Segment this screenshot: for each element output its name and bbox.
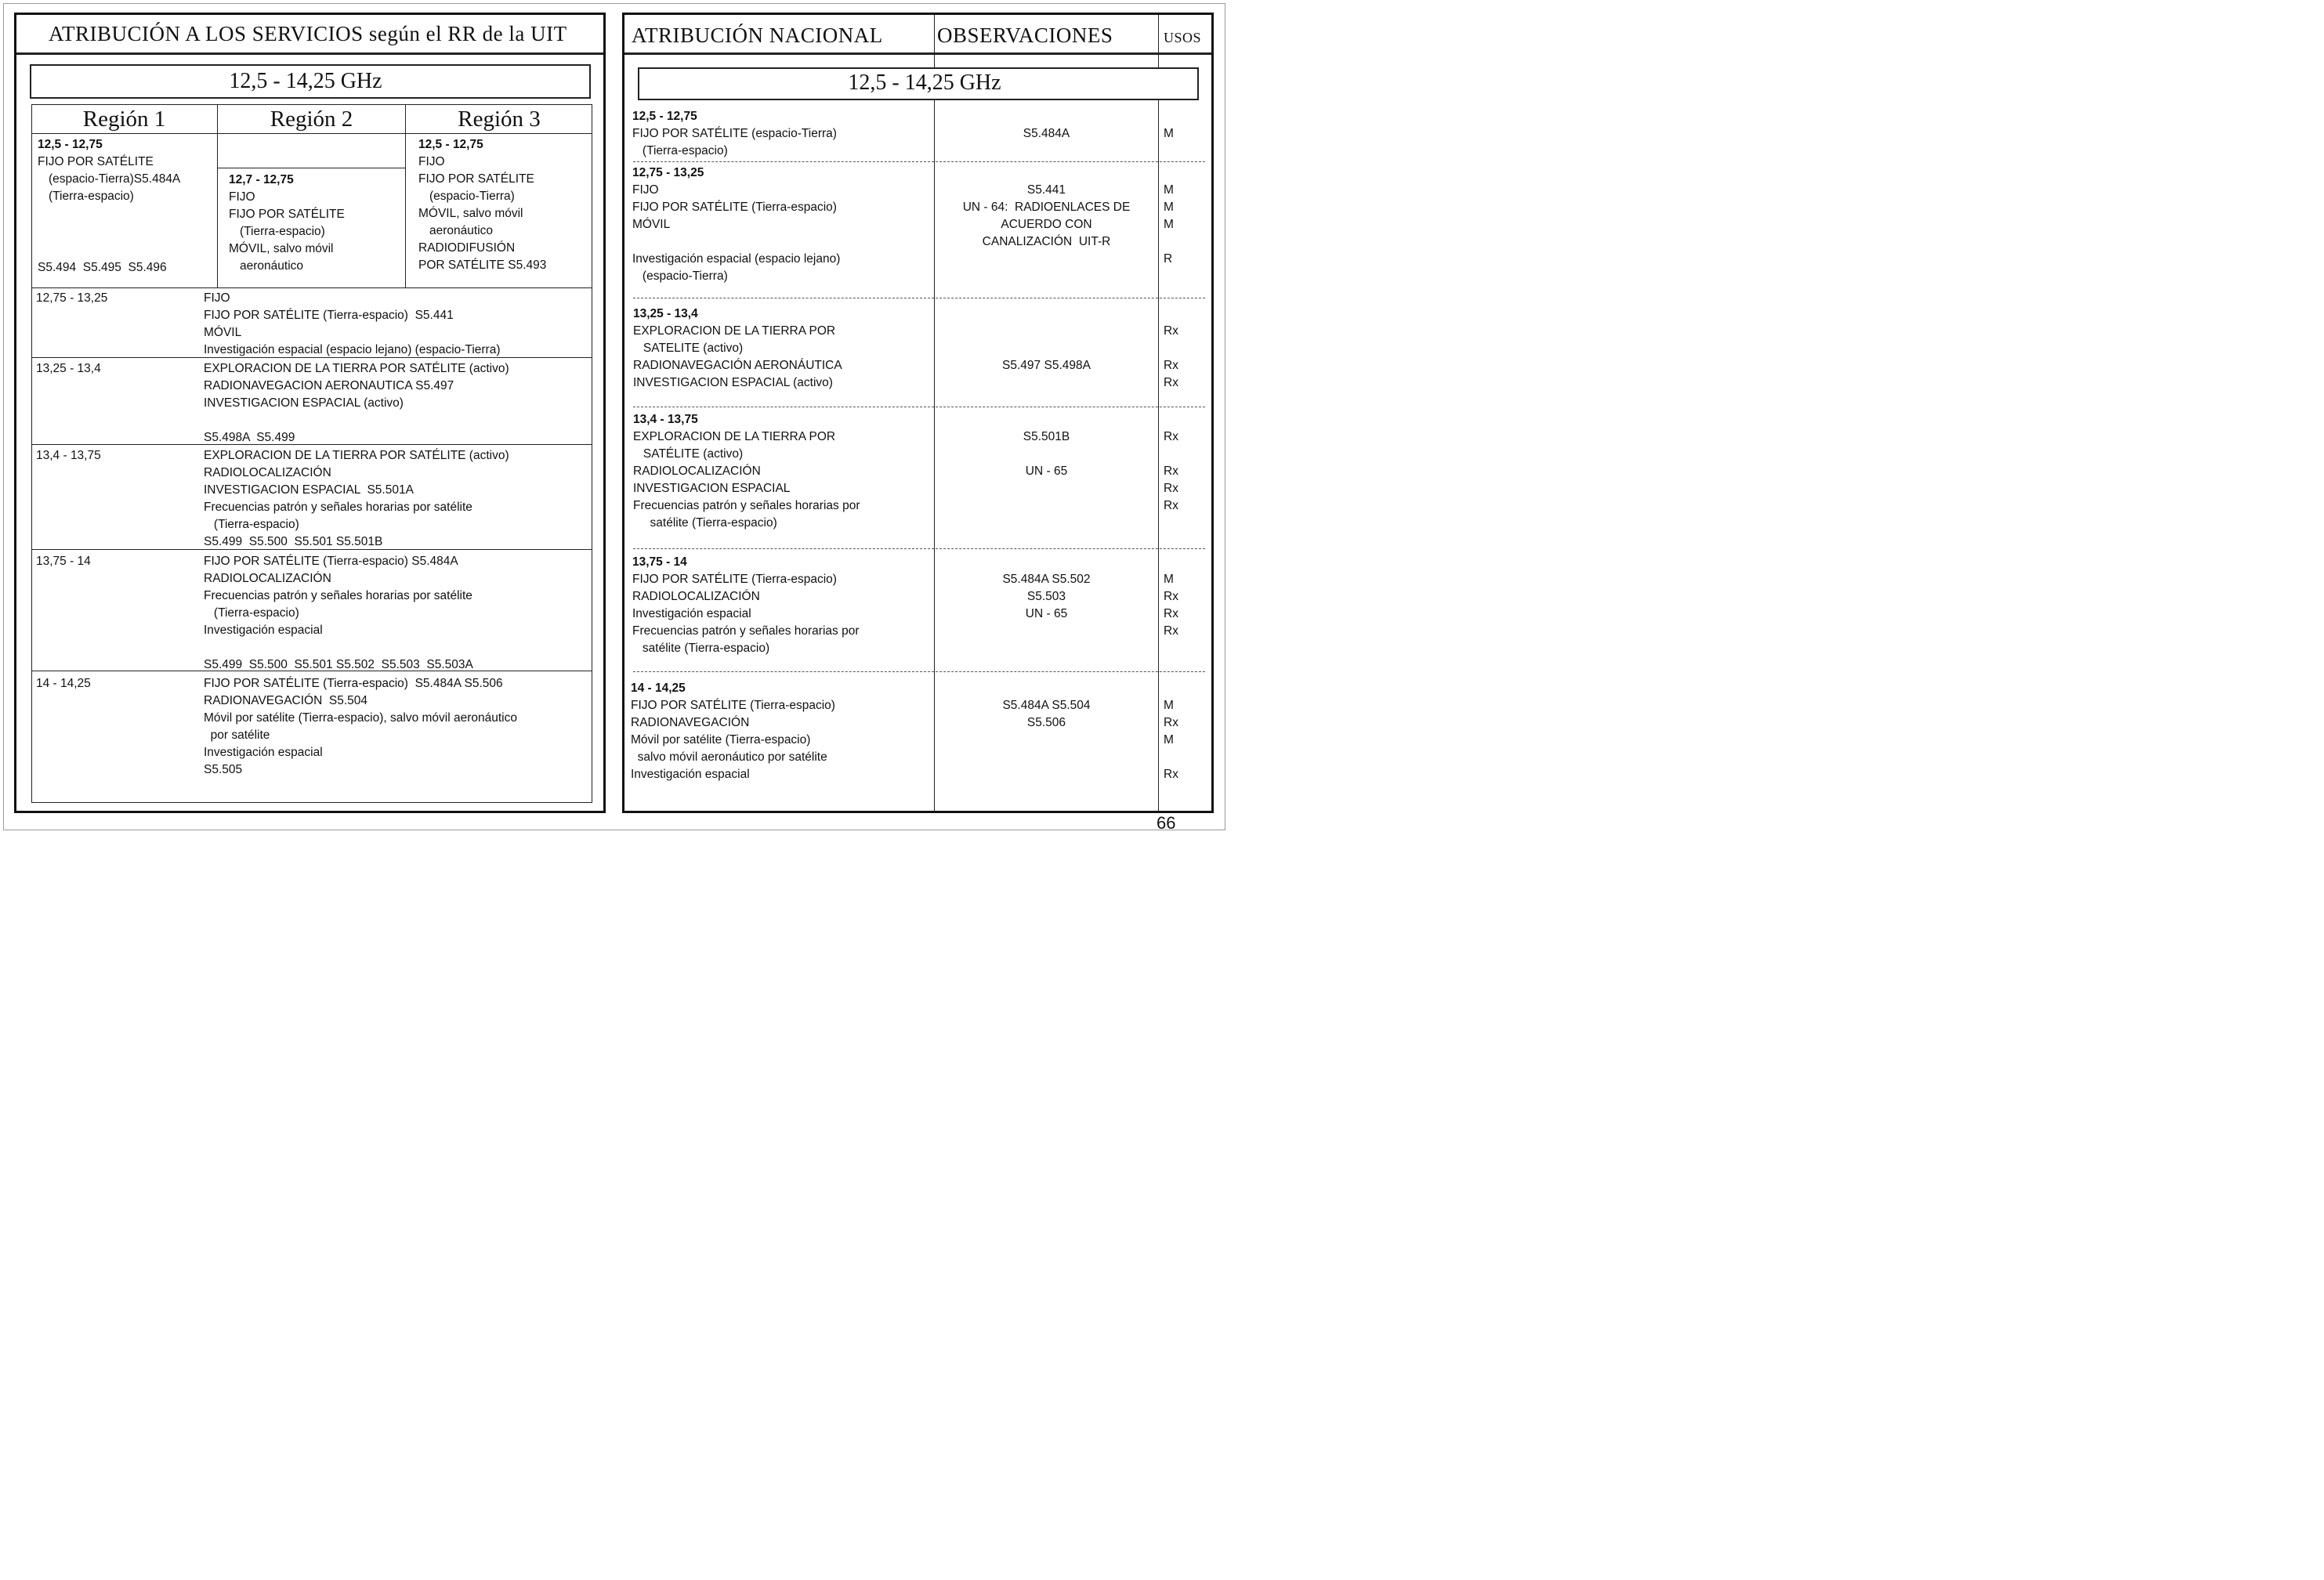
service-line: FIJO POR SATÉLITE (Tierra-espacio) S5.441	[204, 309, 454, 322]
usos-value	[1164, 446, 1178, 463]
service-line: FIJO POR SATÉLITE (Tierra-espacio)	[632, 201, 837, 214]
service-line: SATELITE (activo)	[633, 342, 744, 355]
service-line: Investigación espacial (espacio lejano)	[632, 252, 841, 266]
usos-value: Rx	[1164, 465, 1178, 478]
usos-value: Rx	[1164, 482, 1178, 495]
obs-line: S5.484A S5.504	[1002, 699, 1091, 712]
region-2-line: (Tierra-espacio)	[240, 225, 325, 238]
left-band-label: 12,5 - 14,25 GHz	[229, 69, 382, 93]
right-row-obs	[935, 571, 1158, 623]
right-row-usos	[1164, 428, 1178, 515]
service-line: Móvil por satélite (Tierra-espacio), salvo móvil aeronáutico	[204, 711, 517, 725]
region-3-line: (espacio-Tierra)	[429, 190, 515, 203]
service-line: Investigación espacial (espacio lejano) (espacio-Tierra)	[204, 343, 501, 356]
usos-value: Rx	[1164, 624, 1178, 638]
usos-value: M	[1164, 183, 1174, 197]
region-3-line: MÓVIL, salvo móvil	[418, 207, 523, 220]
service-line: satélite (Tierra-espacio)	[633, 516, 777, 530]
service-line: FIJO POR SATÉLITE (Tierra-espacio)	[632, 573, 837, 586]
service-line: FIJO	[632, 183, 659, 197]
service-line: INVESTIGACION ESPACIAL (activo)	[204, 396, 404, 410]
usos-value: Rx	[1164, 324, 1178, 338]
service-line: EXPLORACION DE LA TIERRA POR SATÉLITE (activo)	[204, 362, 509, 375]
usos-value: M	[1164, 699, 1174, 712]
obs-line: S5.501B	[1023, 430, 1070, 443]
service-line: por satélite	[204, 729, 270, 742]
left-row-services	[204, 447, 509, 551]
service-line: Móvil por satélite (Tierra-espacio)	[631, 733, 811, 747]
right-header-nacional: ATRIBUCIÓN NACIONAL	[632, 24, 883, 47]
region-3-line: FIJO	[418, 155, 445, 168]
usos-value: Rx	[1164, 359, 1178, 372]
service-line: EXPLORACION DE LA TIERRA POR	[633, 430, 836, 443]
region-2-header: Región 2	[270, 107, 353, 132]
page-number: 66	[1157, 813, 1176, 833]
right-band-label: 12,5 - 14,25 GHz	[848, 71, 1001, 95]
usos-value	[1164, 749, 1178, 766]
usos-value: M	[1164, 201, 1174, 214]
service-line: EXPLORACION DE LA TIERRA POR SATÉLITE (activo)	[204, 449, 509, 462]
service-line: Frecuencias patrón y señales horarias por satélite	[204, 501, 472, 514]
service-line: FIJO	[204, 291, 230, 305]
service-line: (Tierra-espacio)	[204, 606, 299, 620]
right-row-usos	[1164, 323, 1178, 392]
service-line: (Tierra-espacio)	[204, 518, 299, 531]
region-3-freq: 12,5 - 12,75	[418, 138, 483, 151]
right-row-freq: 13,75 - 14	[632, 555, 687, 569]
right-row-obs	[935, 357, 1158, 374]
region-2-cell	[229, 172, 345, 275]
usos-value: M	[1164, 733, 1174, 747]
service-line	[204, 412, 509, 429]
usos-value: Rx	[1164, 590, 1178, 603]
usos-value: M	[1164, 127, 1174, 140]
right-row-usos	[1164, 697, 1178, 783]
service-line: INVESTIGACION ESPACIAL S5.501A	[204, 483, 414, 497]
region-1-footnotes: S5.494 S5.495 S5.496	[38, 261, 167, 274]
left-row-freq: 13,75 - 14	[36, 555, 91, 568]
usos-value: M	[1164, 573, 1174, 586]
service-line: MÓVIL	[632, 218, 671, 231]
service-line: MÓVIL	[204, 326, 242, 339]
service-line: Investigación espacial	[631, 768, 750, 781]
service-line	[204, 639, 473, 656]
obs-line: CANALIZACIÓN UIT-R	[982, 235, 1111, 248]
service-line: Investigación espacial	[204, 624, 323, 637]
obs-line: UN - 64: RADIOENLACES DE	[962, 201, 1131, 214]
service-line: Investigación espacial	[204, 746, 323, 759]
right-row-obs	[935, 428, 1158, 480]
right-header-observaciones: OBSERVACIONES	[937, 24, 1113, 47]
obs-line: S5.506	[1026, 716, 1066, 729]
region-1-freq: 12,5 - 12,75	[38, 138, 103, 151]
service-line: RADIONAVEGACION AERONAUTICA S5.497	[204, 379, 454, 392]
service-line: RADIOLOCALIZACIÓN	[204, 572, 331, 585]
service-line: FIJO POR SATÉLITE (Tierra-espacio)	[631, 699, 835, 712]
usos-value: M	[1164, 218, 1174, 231]
region-2-line: MÓVIL, salvo móvil	[229, 242, 334, 255]
region-3-header: Región 3	[458, 107, 541, 132]
right-row-services	[633, 411, 860, 532]
usos-value: Rx	[1164, 716, 1178, 729]
service-line: Frecuencias patrón y señales horarias por satélite	[204, 589, 472, 602]
obs-line: S5.497 S5.498A	[1002, 359, 1091, 372]
right-row-usos	[1164, 182, 1174, 268]
right-row-freq: 13,25 - 13,4	[633, 307, 698, 320]
right-row-services	[632, 165, 840, 285]
service-line: RADIOLOCALIZACIÓN	[632, 590, 760, 603]
service-line: (Tierra-espacio)	[632, 144, 728, 157]
right-row-services	[633, 306, 842, 392]
usos-value: Rx	[1164, 376, 1178, 389]
obs-line: UN - 65	[1025, 607, 1068, 620]
service-line: Frecuencias patrón y señales horarias por	[633, 499, 860, 512]
usos-value	[1164, 340, 1178, 357]
obs-line: S5.484A S5.502	[1002, 573, 1091, 586]
region-1-cell	[38, 136, 180, 205]
service-line: FIJO POR SATÉLITE (Tierra-espacio) S5.484A	[204, 555, 458, 568]
right-header-usos: USOS	[1164, 30, 1202, 45]
service-line: SATÉLITE (activo)	[633, 447, 744, 461]
region-3-cell	[418, 136, 546, 274]
service-line: S5.498A S5.499	[204, 431, 295, 444]
service-line: RADIOLOCALIZACIÓN	[633, 465, 761, 478]
service-line: FIJO POR SATÉLITE (Tierra-espacio) S5.484A S5.506	[204, 677, 503, 690]
region-2-line: FIJO	[229, 190, 255, 204]
right-row-services	[631, 680, 835, 783]
obs-line: S5.503	[1026, 590, 1066, 603]
right-row-obs	[935, 182, 1158, 251]
right-row-obs	[935, 697, 1158, 732]
right-row-services	[632, 108, 837, 160]
right-row-usos	[1164, 125, 1174, 143]
left-row-services	[204, 675, 517, 779]
usos-value: R	[1164, 252, 1173, 266]
region-3-line: POR SATÉLITE S5.493	[418, 259, 547, 272]
obs-line: ACUERDO CON	[1001, 218, 1092, 231]
service-line: Investigación espacial	[632, 607, 751, 620]
left-row-freq: 13,4 - 13,75	[36, 449, 101, 462]
service-line: INVESTIGACION ESPACIAL (activo)	[633, 376, 833, 389]
right-row-freq: 12,5 - 12,75	[632, 110, 697, 123]
service-line: satélite (Tierra-espacio)	[632, 642, 770, 655]
service-line	[632, 233, 840, 251]
service-line: RADIONAVEGACIÓN S5.504	[204, 694, 368, 707]
left-header-title: ATRIBUCIÓN A LOS SERVICIOS según el RR de la UIT	[49, 22, 567, 45]
obs-line	[935, 446, 1158, 463]
obs-line: UN - 65	[1025, 465, 1068, 478]
service-line: S5.499 S5.500 S5.501 S5.501B	[204, 535, 383, 548]
region-2-freq: 12,7 - 12,75	[229, 173, 294, 186]
service-line: RADIONAVEGACIÓN	[631, 716, 750, 729]
usos-value: Rx	[1164, 430, 1178, 443]
usos-value: Rx	[1164, 607, 1178, 620]
right-row-freq: 14 - 14,25	[631, 682, 686, 695]
region-1-line: (Tierra-espacio)	[49, 190, 134, 203]
right-row-obs	[935, 125, 1158, 143]
right-row-freq: 13,4 - 13,75	[633, 413, 698, 426]
region-1-line: FIJO POR SATÉLITE	[38, 155, 154, 168]
left-row-freq: 13,25 - 13,4	[36, 362, 101, 375]
service-line: INVESTIGACION ESPACIAL	[633, 482, 791, 495]
left-row-freq: 12,75 - 13,25	[36, 291, 108, 305]
service-line: salvo móvil aeronáutico por satélite	[631, 750, 827, 764]
service-line: S5.499 S5.500 S5.501 S5.502 S5.503 S5.503A	[204, 658, 473, 671]
left-row-freq: 14 - 14,25	[36, 677, 91, 690]
left-row-services	[204, 290, 501, 359]
region-2-line: FIJO POR SATÉLITE	[229, 208, 345, 221]
service-line: (espacio-Tierra)	[632, 269, 728, 283]
obs-line: S5.484A	[1023, 127, 1070, 140]
region-1-line: (espacio-Tierra)S5.484A	[49, 172, 181, 186]
right-row-usos	[1164, 571, 1178, 640]
region-1-header: Región 1	[82, 107, 166, 132]
left-row-services	[204, 553, 473, 674]
usos-value: Rx	[1164, 768, 1178, 781]
right-row-freq: 12,75 - 13,25	[632, 166, 704, 179]
left-row-services	[204, 360, 509, 447]
service-line: Frecuencias patrón y señales horarias por	[632, 624, 860, 638]
usos-value	[1164, 233, 1174, 251]
service-line: RADIONAVEGACIÓN AERONÁUTICA	[633, 359, 842, 372]
service-line: RADIOLOCALIZACIÓN	[204, 466, 331, 479]
usos-value: Rx	[1164, 499, 1178, 512]
region-3-line: RADIODIFUSIÓN	[418, 241, 516, 255]
region-3-line: FIJO POR SATÉLITE	[418, 172, 534, 186]
right-row-services	[632, 554, 859, 657]
region-3-line: aeronáutico	[429, 224, 494, 237]
region-2-line: aeronáutico	[240, 259, 304, 273]
service-line: FIJO POR SATÉLITE (espacio-Tierra)	[632, 127, 837, 140]
service-line: S5.505	[204, 763, 243, 776]
service-line: EXPLORACION DE LA TIERRA POR	[633, 324, 836, 338]
obs-line: S5.441	[1026, 183, 1066, 197]
